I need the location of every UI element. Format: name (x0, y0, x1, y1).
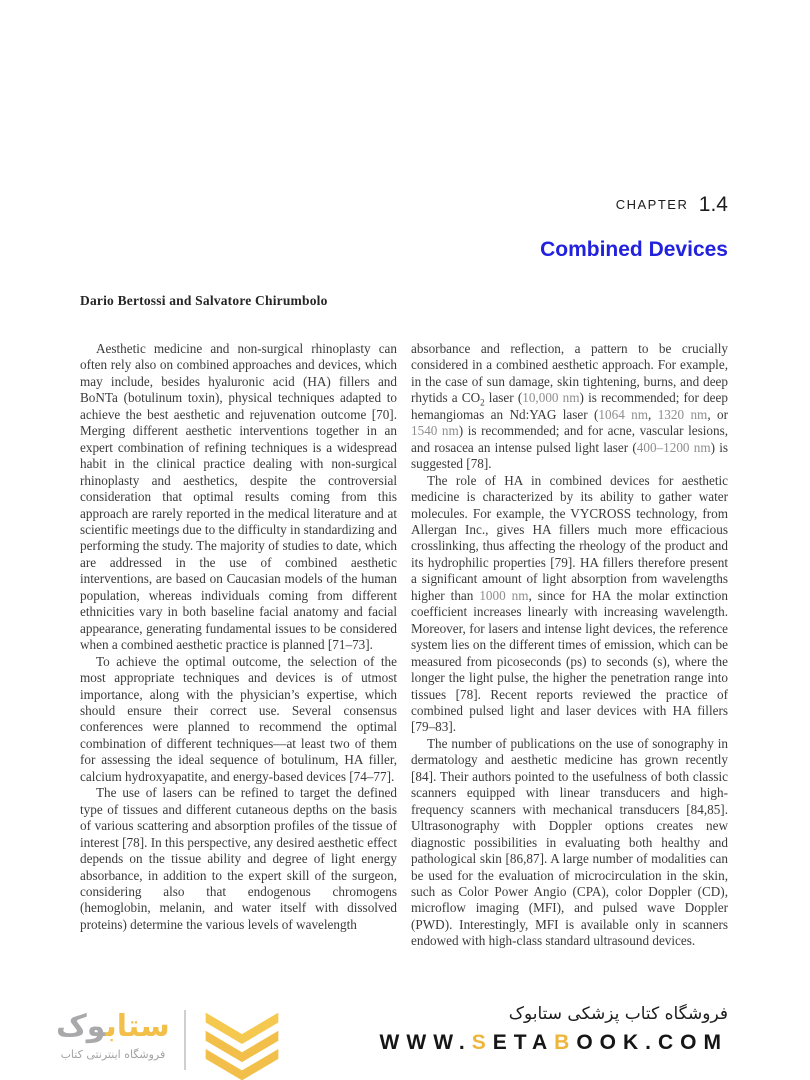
setabook-wordmark-block (56, 1006, 170, 1061)
footer-divider (184, 1010, 186, 1070)
footer-right-block (380, 1004, 728, 1055)
authors-line: Dario Bertossi and Salvatore Chirumbolo (80, 293, 328, 308)
url-part: WWW. (379, 1031, 472, 1054)
paragraph: The use of lasers can be refined to target the defined type of tissues and different cutaneous depths on the basis of various scattering and absorption profiles of the tissue of interest [78]. In this perspective, any desired aesthetic effect depends on the tissue ability and degree of light energy absorbance, in addition to the expert skill of the surgeon, considering also that endogenous chromogens (hemoglobin, melanin, and water itself with dissolved proteins) determine the various levels of wavelength (80, 785, 397, 932)
article-body (80, 341, 728, 950)
paragraph: The number of publications on the use of sonography in dermatology and aesthetic medicine has grown recently [84]. Their authors pointed to the usefulness of both classic scanners equipped with linear transducers and high-frequency scanners with mechanical transducers [84,85]. Ultrasonography with Doppler options creates new diagnostic possibilities in evaluating both healthy and pathological skin [86,87]. A large number of modalities can be used for the evaluation of microcirculation in the skin, such as Color Power Angio (CPA), color Doppler (CD), microflow imaging (MFI), and pulsed wave Doppler (PWD). Interestingly, MFI is available only in scanners endowed with high-class standard ultrasound devices. (411, 735, 728, 949)
setabook-logo (56, 1006, 286, 1080)
paragraph: The role of HA in combined devices for aesthetic medicine is characterized by its ability to gather water molecules. For example, the VYCROSS technology, from Allergan Inc., gives HA fillers much more efficacious crosslinking, thus affecting the rheology of the product and its hydrophilic properties [79]. HA fillers therefore present a significant amount of light absorption from wavelengths higher than 1000 nm, since for HA the molar extinction coefficient increases linearly with increasing wavelength. Moreover, for lasers and intense light devices, the reference system lies on the different times of emission, which can be measured from picoseconds (ps) to seconds (s), where the longer the light pulse, the higher the penetration range into tissues [78]. Recent reports reviewed the practice of combined pulsed light and laser devices with HA fillers [79–83]. (411, 472, 728, 735)
watermark-footer (0, 1002, 810, 1080)
setabook-chevron-emblem-icon (198, 1006, 286, 1080)
url-part: OOK.COM (576, 1031, 728, 1054)
footer-url (380, 1031, 728, 1055)
logo-subtitle: فروشگاه اینترنتی کتاب (60, 1048, 166, 1061)
url-part-accent-s: S (471, 1031, 493, 1054)
chapter-number: 1.4 (698, 193, 728, 216)
paragraph: Aesthetic medicine and non-surgical rhinoplasty can often rely also on combined approaches and devices, which may include, besides hyaluronic acid (HA) fillers and BoNTa (botulinum toxin), physical techniques adapted to achieve the best aesthetic and rejuvenation outcome [70]. Merging different aesthetic interventions together in an expert combination of refining techniques is a widespread habit in the clinical practice dealing with non-surgical rhinoplasty and aesthetics, despite the controversial consideration that optimal results coming from this approach are rarely reported in the medical literature and at scientific meetings due to the difficulty in standardizing and performing the study. The majority of studies to date, which are addressed in the use of combined aesthetic interventions, are based on Caucasian models of the human population, whereas individuals coming from different ethnicities vary in both baseline facial anatomy and facial appearance, generating fundamental issues to be considered when a combined aesthetic practice is planned [71–73]. (80, 341, 397, 653)
column-left (80, 341, 397, 950)
column-right (411, 341, 728, 950)
url-part: ETA (492, 1031, 555, 1054)
wordmark-primary-text: ستاب (105, 1009, 170, 1044)
chapter-label (616, 193, 728, 217)
chapter-word: CHAPTER (615, 197, 689, 212)
paragraph: To achieve the optimal outcome, the selection of the most appropriate techniques and devices is of utmost importance, along with the physician’s expertise, which should ensure their correct use. Several consensus conferences were planned to recommend the optimal combination of different techniques—at least two of them for assessing the ideal sequence of botulinum, HA filler, calcium hydroxyapatite, and energy-based devices [74–77]. (80, 653, 397, 784)
setabook-wordmark (56, 1010, 170, 1044)
wordmark-secondary-text: وک (56, 1009, 106, 1044)
footer-tagline: فروشگاه کتاب پزشکی ستابوک (508, 1004, 728, 1024)
paragraph: absorbance and reflection, a pattern to be crucially considered in a combined aesthetic approach. For example, in the case of sun damage, skin tightening, burns, and deep rhytids a $CO_2$ laser (10,000 nm) is recommended; for deep hemangiomas an Nd:YAG laser (1064 nm, 1320 nm, or 1540 nm) is recommended; and for acne, vascular lesions, and rosacea an intense pulsed light laser (400–1200 nm) is suggested [78]. (411, 341, 728, 472)
page-title: Combined Devices (540, 238, 728, 261)
url-part-accent-b: B (554, 1031, 577, 1054)
